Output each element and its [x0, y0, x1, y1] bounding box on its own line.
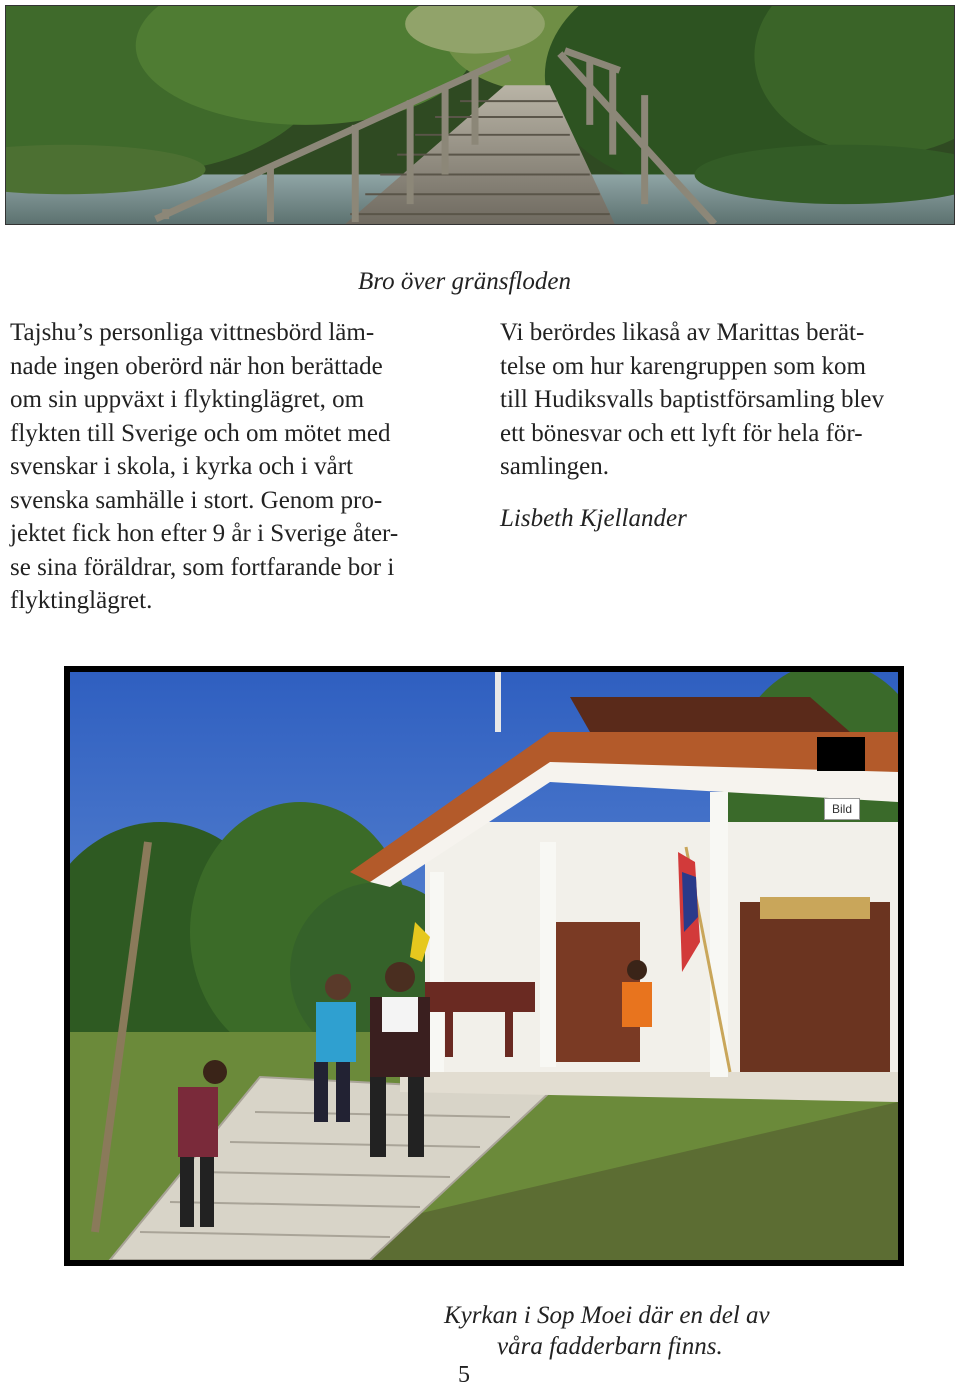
left-column-text	[10, 316, 480, 618]
text-line: Tajshu’s personliga vittnesbörd läm-	[10, 319, 375, 346]
text-line: flykten till Sverige och om mötet med	[10, 419, 391, 447]
text-line: svenskar i skola, i kyrka och i vårt	[10, 453, 353, 480]
text-line: ett bönesvar och ett lyft för hela för-	[500, 419, 863, 447]
text-line: se sina föräldrar, som fortfarande bor i	[10, 553, 395, 581]
text-line: nade ingen oberörd när hon berättade	[10, 352, 383, 380]
redaction-box	[817, 737, 865, 771]
page-number: 5	[458, 1362, 470, 1388]
right-column-text	[500, 316, 955, 484]
bridge-illustration	[6, 6, 954, 224]
church-photo	[64, 666, 904, 1266]
text-line: jektet fick hon efter 9 år i Sverige åter-	[10, 520, 399, 547]
text-line: svenska samhälle i stort. Genom pro-	[10, 486, 383, 514]
bild-badge: Bild	[824, 798, 860, 820]
text-line: flyktinglägret.	[10, 587, 153, 614]
bridge-caption: Bro över gränsfloden	[358, 268, 571, 295]
church-caption-line-2: våra fadderbarn finns.	[497, 1333, 723, 1360]
text-line: telse om hur karengruppen som kom	[500, 352, 866, 380]
text-line: samlingen.	[500, 453, 610, 480]
bridge-photo	[5, 5, 955, 225]
author-signature: Lisbeth Kjellander	[500, 505, 687, 532]
text-line: Vi berördes likaså av Marittas berät-	[500, 319, 865, 346]
church-caption-line-1: Kyrkan i Sop Moei där en del av	[444, 1302, 770, 1329]
text-line: till Hudiksvalls baptistförsamling blev	[500, 386, 884, 413]
text-line: om sin uppväxt i flyktinglägret, om	[10, 386, 365, 413]
church-illustration	[70, 672, 898, 1260]
